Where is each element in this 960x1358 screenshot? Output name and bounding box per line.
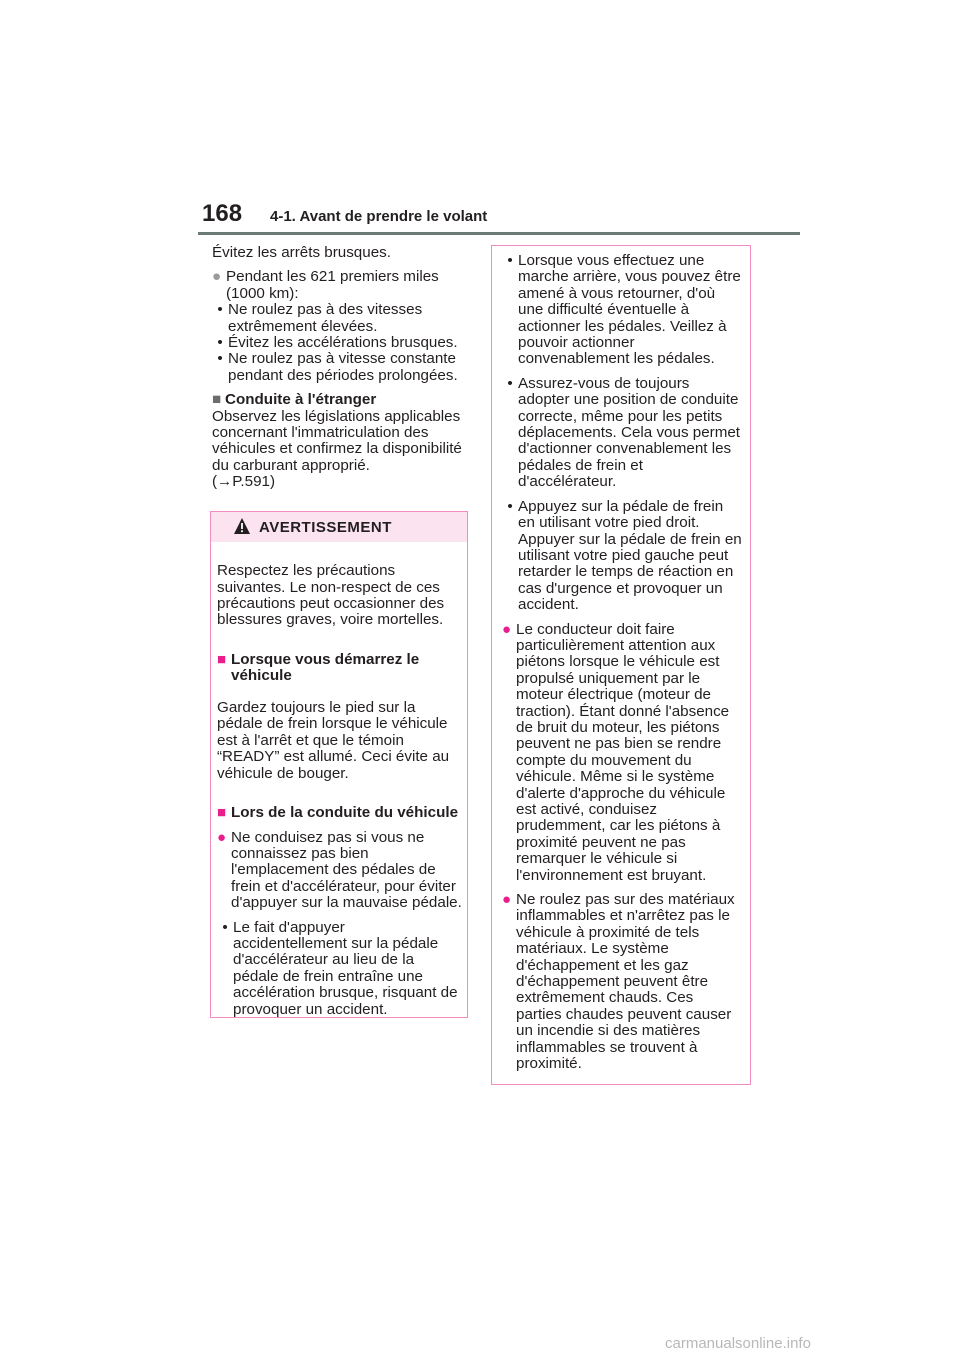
list-item: • Appuyez sur la pédale de frein en utilisant votre pied droit. Appuyer sur la pédale de frein en utilisant votre pied gauche peut retarder le temps de réaction en cas d'urgence et provoquer un accident. [507, 497, 742, 614]
warning-intro: Respectez les précautions suivantes. Le non-respect de ces précautions peut occasionner des blessures graves, voire mortelles. [217, 562, 445, 629]
list-item: • Le fait d'appuyer accidentellement sur la pédale d'accélérateur au lieu de la pédale de frein entraîne une accélération brusque, risquant de provoquer un accident. [222, 918, 458, 1018]
flammable-point: ● Ne roulez pas sur des matériaux inflammables et n'arrêtez pas le véhicule à proximité de tels matériaux. Le système d'échappement et les gaz d'échappement peuvent être extrêmement chauds. Ces parties chaudes peuvent causer un incendie si des matières inflammables se trouvent à proximité. [502, 891, 735, 1073]
start-heading: ■ Lorsque vous démarrez le véhicule [217, 651, 420, 685]
watermark: carmanualsonline.info [665, 1335, 811, 1352]
pedestrian-point: ● Le conducteur doit faire particulièrement attention aux piétons lorsque le véhicule est propulsé uniquement par le moteur électrique (moteur de traction). Étant donné l'absence de bruit du moteur, les piétons peuvent ne pas bien se rendre compte du mouvement du véhicule. Même si le système d'alerte d'approche du véhicule est activé, conduisez prudemment, car les piétons à proximité peuvent ne pas remarquer le véhicule si l'environnement est bruyant. [502, 620, 730, 884]
intro-text: Évitez les arrêts brusques. [212, 244, 391, 261]
page-number: 168 [202, 200, 243, 227]
miles-title: Pendant les 621 premiers miles (1000 km): [226, 268, 439, 302]
square-bullet-icon: ■ [217, 651, 227, 668]
list-item: • Ne roulez pas à vitesse constante pendant des périodes prolongées. [217, 350, 458, 384]
header-rule [198, 232, 800, 235]
driving-heading: ■ Lors de la conduite du véhicule [217, 804, 459, 822]
circle-bullet-icon: ● [212, 268, 222, 286]
warning-header [211, 512, 467, 542]
square-bullet-icon: ■ [212, 391, 222, 409]
abroad-heading: ■ Conduite à l'étranger [212, 391, 377, 409]
left-column [212, 245, 468, 491]
circle-bullet-icon: ● [502, 891, 512, 909]
list-item: • Ne roulez pas à des vitesses extrêmement élevées. [217, 301, 423, 335]
warning-title: AVERTISSEMENT [259, 519, 392, 536]
square-bullet-icon: ■ [217, 804, 227, 822]
abroad-reference[interactable]: (→P.591) [212, 473, 276, 491]
circle-bullet-icon: ● [502, 620, 512, 638]
warning-triangle-icon [233, 517, 251, 535]
list-item: • Lorsque vous effectuez une marche arrière, vous pouvez être amené à vous retourner, d'où une difficulté éventuelle à actionner les pédales. Veillez à pouvoir actionner convenablement les pédales. [507, 252, 741, 368]
abroad-text: Observez les législations applicables concernant l'immatriculation des véhicules et confirmez la disponibilité du carburant approprié. [212, 407, 462, 474]
right-warning-continuation [491, 245, 751, 1085]
driving-point: ● Ne conduisez pas si vous ne connaissez pas bien l'emplacement des pédales de frein et d'accélérateur, pour éviter d'appuyer sur la mauvaise pédale. [217, 828, 462, 912]
list-item: • Assurez-vous de toujours adopter une position de conduite correcte, même pour les petits déplacements. Cela vous permet d'actionner convenablement les pédales de frein et d'accélérateur. [507, 374, 741, 491]
section-title: 4-1. Avant de prendre le volant [270, 208, 488, 225]
circle-bullet-icon: ● [217, 828, 227, 846]
miles-point [212, 269, 468, 302]
list-item: • Évitez les accélérations brusques. [217, 334, 458, 352]
warning-box [210, 511, 468, 1018]
start-text: Gardez toujours le pied sur la pédale de frein lorsque le véhicule est à l'arrêt et que le témoin “READY” est allumé. Ceci évite au véhicule de bouger. [217, 699, 450, 782]
